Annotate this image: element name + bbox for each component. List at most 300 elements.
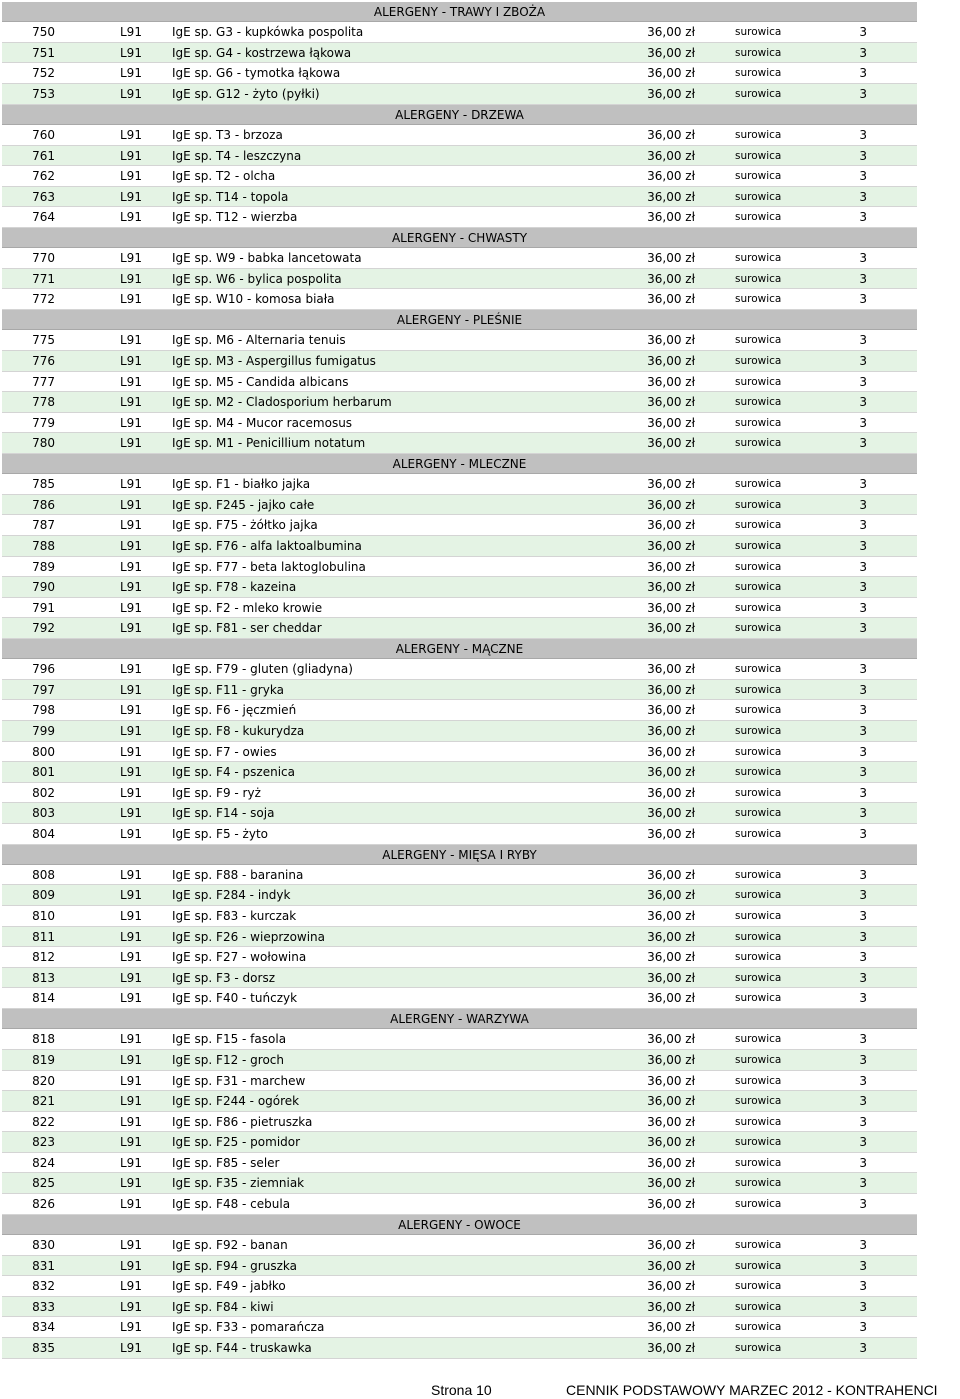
table-row (2, 1297, 917, 1318)
row-number: 824 (32, 1155, 55, 1170)
section-header (2, 1215, 917, 1235)
test-price: 36,00 zł (647, 169, 695, 184)
test-price: 36,00 zł (647, 744, 695, 759)
sample-material: surowica (735, 1300, 782, 1313)
row-number: 798 (32, 703, 55, 718)
table-row (2, 700, 917, 721)
table-row (2, 947, 917, 968)
table-row (2, 865, 917, 886)
turnaround-days: 3 (859, 1052, 867, 1067)
sample-material: surowica (735, 930, 782, 943)
test-name: IgE sp. F78 - kazeina (172, 580, 297, 595)
test-name: IgE sp. F77 - beta laktoglobulina (172, 559, 366, 574)
row-number: 812 (32, 950, 55, 965)
table-row (2, 269, 917, 290)
sample-material: surowica (735, 601, 782, 614)
sample-material: surowica (735, 149, 782, 162)
row-number: 818 (32, 1032, 55, 1047)
test-code: L91 (120, 806, 142, 821)
turnaround-days: 3 (859, 1155, 867, 1170)
test-price: 36,00 zł (647, 621, 695, 636)
test-price: 36,00 zł (647, 189, 695, 204)
test-price: 36,00 zł (647, 1258, 695, 1273)
row-number: 833 (32, 1299, 55, 1314)
test-name: IgE sp. T2 - olcha (172, 169, 276, 184)
turnaround-days: 3 (859, 1320, 867, 1335)
test-price: 36,00 zł (647, 477, 695, 492)
test-price: 36,00 zł (647, 1176, 695, 1191)
test-name: IgE sp. F85 - seler (172, 1155, 280, 1170)
test-code: L91 (120, 127, 142, 142)
section-header (2, 639, 917, 659)
test-code: L91 (120, 1258, 142, 1273)
test-name: IgE sp. T4 - leszczyna (172, 148, 302, 163)
test-price: 36,00 zł (647, 1299, 695, 1314)
test-price: 36,00 zł (647, 1155, 695, 1170)
row-number: 809 (32, 888, 55, 903)
turnaround-days: 3 (859, 580, 867, 595)
sample-material: surowica (735, 889, 782, 902)
test-price: 36,00 zł (647, 559, 695, 574)
test-name: IgE sp. G6 - tymotka łąkowa (172, 66, 341, 81)
sample-material: surowica (735, 786, 782, 799)
test-price: 36,00 zł (647, 600, 695, 615)
turnaround-days: 3 (859, 87, 867, 102)
test-price: 36,00 zł (647, 353, 695, 368)
test-code: L91 (120, 929, 142, 944)
sample-material: surowica (735, 211, 782, 224)
row-number: 777 (32, 374, 55, 389)
turnaround-days: 3 (859, 1299, 867, 1314)
test-price: 36,00 zł (647, 538, 695, 553)
test-price: 36,00 zł (647, 497, 695, 512)
test-name: IgE sp. F244 - ogórek (172, 1094, 300, 1109)
test-name: IgE sp. F2 - mleko krowie (172, 600, 323, 615)
test-name: IgE sp. F15 - fasola (172, 1032, 287, 1047)
sample-material: surowica (735, 827, 782, 840)
section-title: ALERGENY - MĄCZNE (395, 641, 524, 656)
turnaround-days: 3 (859, 538, 867, 553)
turnaround-days: 3 (859, 682, 867, 697)
sample-material: surowica (735, 67, 782, 80)
sample-material: surowica (735, 1136, 782, 1149)
turnaround-days: 3 (859, 1279, 867, 1294)
section-header (2, 105, 917, 125)
test-code: L91 (120, 1073, 142, 1088)
table-row (2, 1153, 917, 1174)
test-code: L91 (120, 909, 142, 924)
sample-material: surowica (735, 560, 782, 573)
row-number: 819 (32, 1052, 55, 1067)
row-number: 760 (32, 127, 55, 142)
test-code: L91 (120, 600, 142, 615)
row-number: 822 (32, 1114, 55, 1129)
turnaround-days: 3 (859, 744, 867, 759)
table-row (2, 1235, 917, 1256)
sample-material: surowica (735, 1156, 782, 1169)
test-name: IgE sp. M2 - Cladosporium herbarum (172, 395, 392, 410)
test-code: L91 (120, 415, 142, 430)
test-name: IgE sp. F48 - cebula (172, 1197, 291, 1212)
test-name: IgE sp. M6 - Alternaria tenuis (172, 333, 346, 348)
row-number: 752 (32, 66, 55, 81)
row-number: 750 (32, 25, 55, 40)
test-price: 36,00 zł (647, 929, 695, 944)
test-code: L91 (120, 785, 142, 800)
test-code: L91 (120, 45, 142, 60)
test-code: L91 (120, 518, 142, 533)
test-price: 36,00 zł (647, 25, 695, 40)
table-row (2, 536, 917, 557)
test-code: L91 (120, 970, 142, 985)
row-number: 813 (32, 970, 55, 985)
test-name: IgE sp. F81 - ser cheddar (172, 621, 322, 636)
test-code: L91 (120, 1032, 142, 1047)
test-name: IgE sp. F284 - indyk (172, 888, 291, 903)
table-row (2, 1276, 917, 1297)
sample-material: surowica (735, 951, 782, 964)
test-price: 36,00 zł (647, 950, 695, 965)
sample-material: surowica (735, 396, 782, 409)
section-title: ALERGENY - DRZEWA (395, 107, 524, 122)
test-name: IgE sp. F49 - jabłko (172, 1279, 286, 1294)
table-row (2, 659, 917, 680)
table-row (2, 474, 917, 495)
test-code: L91 (120, 374, 142, 389)
turnaround-days: 3 (859, 909, 867, 924)
test-name: IgE sp. M4 - Mucor racemosus (172, 415, 353, 430)
table-row (2, 803, 917, 824)
row-number: 832 (32, 1279, 55, 1294)
sample-material: surowica (735, 1280, 782, 1293)
test-code: L91 (120, 867, 142, 882)
sample-material: surowica (735, 910, 782, 923)
row-number: 751 (32, 45, 55, 60)
table-row (2, 1338, 917, 1359)
turnaround-days: 3 (859, 189, 867, 204)
table-row (2, 515, 917, 536)
turnaround-days: 3 (859, 724, 867, 738)
test-code: L91 (120, 395, 142, 410)
test-name: IgE sp. F83 - kurczak (172, 909, 297, 924)
sample-material: surowica (735, 663, 782, 676)
test-name: IgE sp. W9 - babka lancetowata (172, 251, 362, 266)
turnaround-days: 3 (859, 25, 867, 40)
test-code: L91 (120, 1197, 142, 1212)
test-name: IgE sp. T3 - brzoza (172, 127, 283, 142)
sample-material: surowica (735, 622, 782, 635)
test-price: 36,00 zł (647, 1197, 695, 1212)
turnaround-days: 3 (859, 1114, 867, 1129)
test-code: L91 (120, 169, 142, 184)
test-price: 36,00 zł (647, 970, 695, 985)
section-title: ALERGENY - WARZYWA (390, 1012, 529, 1027)
test-price: 36,00 zł (647, 1320, 695, 1335)
turnaround-days: 3 (859, 127, 867, 142)
test-price: 36,00 zł (647, 724, 695, 738)
test-name: IgE sp. F33 - pomarańcza (172, 1320, 325, 1335)
row-number: 797 (32, 682, 55, 697)
row-number: 835 (32, 1340, 55, 1355)
test-code: L91 (120, 436, 142, 451)
turnaround-days: 3 (859, 1032, 867, 1047)
test-price: 36,00 zł (647, 374, 695, 389)
turnaround-days: 3 (859, 251, 867, 266)
table-row (2, 351, 917, 372)
test-code: L91 (120, 25, 142, 40)
row-number: 785 (32, 477, 55, 492)
test-name: IgE sp. F94 - gruszka (172, 1258, 297, 1273)
test-price: 36,00 zł (647, 127, 695, 142)
turnaround-days: 3 (859, 785, 867, 800)
row-number: 804 (32, 826, 55, 841)
test-price: 36,00 zł (647, 765, 695, 780)
row-number: 790 (32, 580, 55, 595)
sample-material: surowica (735, 971, 782, 984)
turnaround-days: 3 (859, 888, 867, 903)
turnaround-days: 3 (859, 662, 867, 677)
sample-material: surowica (735, 519, 782, 532)
turnaround-days: 3 (859, 1094, 867, 1109)
row-number: 808 (32, 867, 55, 882)
table-row (2, 598, 917, 619)
turnaround-days: 3 (859, 148, 867, 163)
table-row (2, 372, 917, 393)
page-footer (0, 1380, 960, 1399)
table-row (2, 988, 917, 1009)
sample-material: surowica (735, 334, 782, 347)
test-price: 36,00 zł (647, 395, 695, 410)
test-price: 36,00 zł (647, 785, 695, 800)
table-row (2, 248, 917, 269)
turnaround-days: 3 (859, 1237, 867, 1252)
test-name: IgE sp. F25 - pomidor (172, 1135, 301, 1150)
table-row (2, 1173, 917, 1194)
test-name: IgE sp. F35 - ziemniak (172, 1176, 305, 1191)
table-row (2, 968, 917, 989)
test-code: L91 (120, 1279, 142, 1294)
test-price: 36,00 zł (647, 518, 695, 533)
section-header (2, 2, 917, 22)
test-name: IgE sp. F6 - jęczmień (172, 703, 297, 718)
test-code: L91 (120, 66, 142, 81)
test-name: IgE sp. F84 - kiwi (172, 1299, 274, 1314)
sample-material: surowica (735, 375, 782, 388)
section-title: ALERGENY - MIĘSA I RYBY (382, 847, 537, 862)
section-title: ALERGENY - CHWASTY (391, 230, 528, 245)
test-price: 36,00 zł (647, 806, 695, 821)
row-number: 796 (32, 662, 55, 677)
row-number: 779 (32, 415, 55, 430)
row-number: 762 (32, 169, 55, 184)
sample-material: surowica (735, 1115, 782, 1128)
test-code: L91 (120, 888, 142, 903)
test-code: L91 (120, 950, 142, 965)
test-code: L91 (120, 765, 142, 780)
test-code: L91 (120, 271, 142, 286)
test-price: 36,00 zł (647, 888, 695, 903)
test-code: L91 (120, 744, 142, 759)
table-row (2, 413, 917, 434)
row-number: 788 (32, 538, 55, 553)
row-number: 799 (32, 724, 55, 738)
turnaround-days: 3 (859, 210, 867, 225)
table-row (2, 1112, 917, 1133)
row-number: 834 (32, 1320, 55, 1335)
sample-material: surowica (735, 725, 782, 737)
sample-material: surowica (735, 807, 782, 820)
sample-material: surowica (735, 354, 782, 367)
test-name: IgE sp. F27 - wołowina (172, 950, 307, 965)
table-row (2, 906, 917, 927)
row-number: 814 (32, 991, 55, 1006)
sample-material: surowica (735, 1177, 782, 1190)
sample-material: surowica (735, 416, 782, 429)
table-row (2, 1256, 917, 1277)
test-code: L91 (120, 621, 142, 636)
test-code: L91 (120, 1340, 142, 1355)
test-code: L91 (120, 251, 142, 266)
section-title: ALERGENY - TRAWY I ZBOŻA (373, 5, 546, 19)
test-price: 36,00 zł (647, 826, 695, 841)
test-price: 36,00 zł (647, 1052, 695, 1067)
row-number: 761 (32, 148, 55, 163)
table-row (2, 495, 917, 516)
turnaround-days: 3 (859, 1340, 867, 1355)
turnaround-days: 3 (859, 765, 867, 780)
test-code: L91 (120, 703, 142, 718)
test-name: IgE sp. F8 - kukurydza (172, 724, 305, 738)
test-code: L91 (120, 477, 142, 492)
turnaround-days: 3 (859, 826, 867, 841)
test-price: 36,00 zł (647, 271, 695, 286)
test-name: IgE sp. F79 - gluten (gliadyna) (172, 662, 353, 677)
sample-material: surowica (735, 46, 782, 59)
sample-material: surowica (735, 704, 782, 717)
table-row (2, 146, 917, 167)
test-price: 36,00 zł (647, 682, 695, 697)
section-header (2, 845, 917, 865)
test-code: L91 (120, 1320, 142, 1335)
turnaround-days: 3 (859, 929, 867, 944)
test-price: 36,00 zł (647, 909, 695, 924)
test-code: L91 (120, 148, 142, 163)
sample-material: surowica (735, 1259, 782, 1272)
test-code: L91 (120, 1135, 142, 1150)
test-code: L91 (120, 826, 142, 841)
sample-material: surowica (735, 252, 782, 265)
turnaround-days: 3 (859, 1073, 867, 1088)
sample-material: surowica (735, 26, 782, 39)
sample-material: surowica (735, 190, 782, 203)
sample-material: surowica (735, 1238, 782, 1251)
row-number: 780 (32, 436, 55, 451)
row-number: 801 (32, 765, 55, 780)
test-code: L91 (120, 353, 142, 368)
test-price: 36,00 zł (647, 703, 695, 718)
section-header (2, 1009, 917, 1029)
test-price: 36,00 zł (647, 1032, 695, 1047)
test-code: L91 (120, 1052, 142, 1067)
table-row (2, 187, 917, 208)
test-code: L91 (120, 662, 142, 677)
test-name: IgE sp. F40 - tuńczyk (172, 991, 298, 1006)
test-code: L91 (120, 292, 142, 307)
table-row (2, 1317, 917, 1338)
test-price: 36,00 zł (647, 292, 695, 307)
test-name: IgE sp. F92 - banan (172, 1237, 288, 1252)
section-title: ALERGENY - MLECZNE (392, 456, 527, 471)
test-price: 36,00 zł (647, 867, 695, 882)
price-table (2, 2, 917, 1359)
test-name: IgE sp. F3 - dorsz (172, 970, 275, 985)
sample-material: surowica (735, 272, 782, 285)
sample-material: surowica (735, 1074, 782, 1087)
test-code: L91 (120, 1094, 142, 1109)
turnaround-days: 3 (859, 497, 867, 512)
test-name: IgE sp. W10 - komosa biała (172, 292, 335, 307)
table-row (2, 1071, 917, 1092)
table-row (2, 125, 917, 146)
test-name: IgE sp. F75 - żółtko jajka (172, 518, 318, 533)
row-number: 764 (32, 210, 55, 225)
table-row (2, 63, 917, 84)
turnaround-days: 3 (859, 621, 867, 636)
test-price: 36,00 zł (647, 580, 695, 595)
turnaround-days: 3 (859, 353, 867, 368)
table-row (2, 433, 917, 454)
table-row (2, 289, 917, 310)
sample-material: surowica (735, 128, 782, 141)
test-price: 36,00 zł (647, 1094, 695, 1109)
test-code: L91 (120, 1114, 142, 1129)
test-name: IgE sp. G12 - żyto (pyłki) (172, 87, 320, 102)
table-row (2, 927, 917, 948)
turnaround-days: 3 (859, 395, 867, 410)
section-title: ALERGENY - OWOCE (398, 1217, 521, 1232)
test-code: L91 (120, 210, 142, 225)
turnaround-days: 3 (859, 1135, 867, 1150)
sample-material: surowica (735, 868, 782, 881)
sample-material: surowica (735, 437, 782, 450)
turnaround-days: 3 (859, 600, 867, 615)
row-number: 820 (32, 1073, 55, 1088)
turnaround-days: 3 (859, 806, 867, 821)
test-name: IgE sp. F86 - pietruszka (172, 1114, 313, 1129)
test-code: L91 (120, 87, 142, 102)
row-number: 803 (32, 806, 55, 821)
row-number: 791 (32, 600, 55, 615)
row-number: 821 (32, 1094, 55, 1109)
test-price: 36,00 zł (647, 45, 695, 60)
test-name: IgE sp. F44 - truskawka (172, 1340, 312, 1355)
sample-material: surowica (735, 992, 782, 1005)
turnaround-days: 3 (859, 169, 867, 184)
test-code: L91 (120, 333, 142, 348)
section-header (2, 454, 917, 474)
sample-material: surowica (735, 293, 782, 306)
table-row (2, 1132, 917, 1153)
turnaround-days: 3 (859, 66, 867, 81)
table-row (2, 824, 917, 845)
test-code: L91 (120, 559, 142, 574)
sample-material: surowica (735, 745, 782, 758)
row-number: 823 (32, 1135, 55, 1150)
test-price: 36,00 zł (647, 662, 695, 677)
sample-material: surowica (735, 539, 782, 552)
table-row (2, 721, 917, 742)
page-number: Strona 10 (431, 1382, 492, 1398)
